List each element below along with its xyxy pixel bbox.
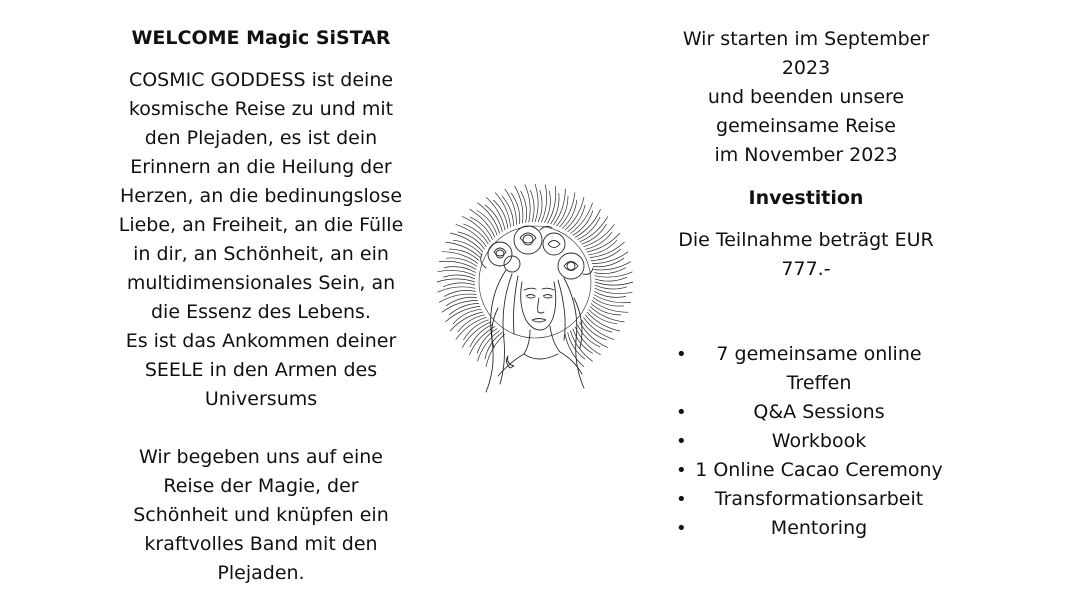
sun-ray — [505, 189, 517, 225]
bullet-icon: • — [676, 431, 687, 452]
list-item — [668, 456, 944, 485]
course-info-column — [668, 25, 944, 284]
bullet-icon: • — [676, 460, 687, 481]
list-item — [668, 427, 944, 456]
welcome-heading: WELCOME Magic SiSTAR — [131, 27, 391, 49]
sun-ray — [521, 191, 527, 223]
sun-ray — [589, 240, 618, 255]
sun-ray — [592, 301, 628, 313]
list-item-label: 1 Online Cacao Ceremony — [695, 459, 943, 481]
welcome-column — [118, 24, 404, 588]
sun-ray — [595, 277, 627, 281]
list-item-label: Transformationsarbeit — [714, 488, 924, 510]
goddess-sun-line-art-icon — [428, 178, 642, 424]
sun-ray — [538, 190, 542, 222]
sun-ray — [593, 298, 624, 307]
sun-ray — [551, 193, 560, 224]
list-item — [668, 514, 944, 543]
flower-crown-icon — [481, 226, 593, 279]
price-text: Die Teilnahme beträgt EUR 777.- — [678, 229, 934, 280]
sun-ray — [446, 258, 477, 267]
bullet-icon: • — [676, 518, 687, 539]
sun-ray — [511, 193, 520, 224]
sun-ray — [592, 252, 628, 264]
sun-ray — [443, 275, 475, 279]
sun-ray — [594, 291, 626, 297]
investment-heading: Investition — [748, 187, 864, 209]
list-item-label: Workbook — [771, 430, 867, 452]
list-item — [668, 340, 944, 398]
intro-paragraph: COSMIC GODDESS ist deine kosmische Reise zu und mit den Plejaden, es ist dein Erinnern an die Heilung der Herzen, an die bedinungslose Liebe, an Freiheit, an die Fülle in dir, an Schönheit, an ein multidimensionales Sein, an die Essenz des Lebens. Es ist das Ankommen deiner SEELE in den Armen des Universums — [118, 69, 404, 410]
list-item — [668, 398, 944, 427]
sun-ray — [535, 184, 538, 222]
sun-ray — [444, 290, 476, 296]
sun-ray — [493, 200, 508, 229]
sun-ray — [557, 196, 569, 226]
list-item — [668, 485, 944, 514]
goddess-face-icon — [479, 226, 593, 392]
sun-ray — [442, 300, 478, 312]
sun-ray — [593, 258, 624, 267]
feature-list — [668, 340, 944, 543]
sun-ray — [437, 279, 475, 282]
journey-paragraph: Wir begeben uns auf eine Reise der Magie, der Schönheit und knüpfen ein kraftvolles Band mit den Plejaden. — [133, 446, 389, 584]
sun-ray — [446, 297, 477, 306]
sun-ray — [595, 285, 627, 289]
sun-ray — [591, 304, 621, 316]
list-item-label: Q&A Sessions — [753, 401, 885, 423]
bullet-icon: • — [676, 344, 687, 365]
sun-ray — [486, 334, 505, 367]
sun-ray — [594, 268, 626, 274]
sun-ray — [444, 267, 476, 273]
sun-ray — [449, 249, 479, 261]
bullet-icon: • — [676, 402, 687, 423]
list-item-label: 7 gemeinsame online Treffen — [716, 343, 922, 394]
sun-rays-icon — [437, 184, 633, 367]
sun-ray — [554, 189, 566, 225]
sun-ray — [442, 252, 478, 264]
sun-ray — [453, 309, 482, 324]
list-item-label: Mentoring — [770, 517, 868, 539]
sun-ray — [544, 191, 550, 223]
sun-ray — [595, 282, 633, 285]
bullet-icon: • — [676, 489, 687, 510]
course-dates-text: Wir starten im September 2023 und beenden unsere gemeinsame Reise im November 2023 — [682, 28, 930, 166]
sun-ray — [530, 190, 534, 222]
sun-ray — [443, 283, 475, 287]
